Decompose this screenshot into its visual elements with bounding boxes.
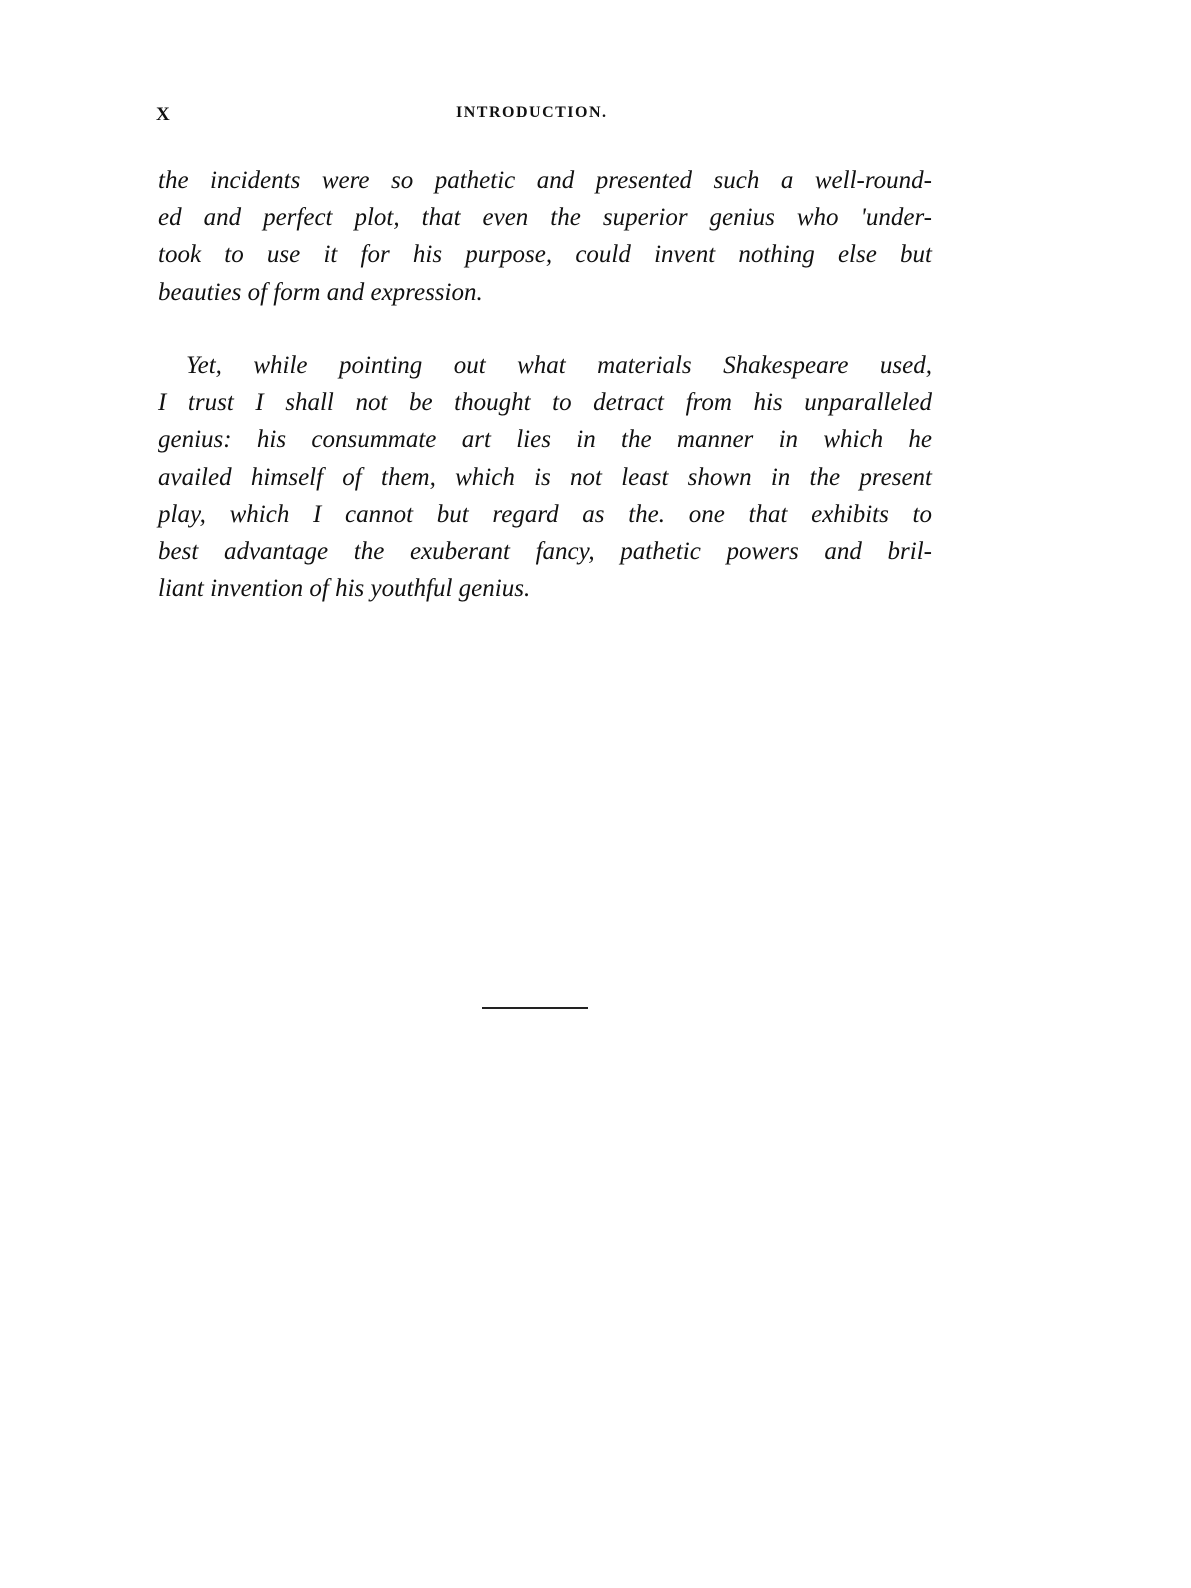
text-line: I trust I shall not be thought to detract from his unparalleled [158, 389, 932, 417]
text-line: beauties of form and expression. [158, 278, 483, 306]
section-divider [482, 1007, 588, 1009]
text-line: best advantage the exuberant fancy, pathetic powers and bril- [158, 537, 932, 565]
text-line: liant invention of his youthful genius. [158, 575, 531, 603]
text-line: availed himself of them, which is not least shown in the present [158, 463, 932, 491]
text-line: ed and perfect plot, that even the superior genius who 'under- [158, 204, 932, 232]
text-line: Yet, while pointing out what materials Shakespeare used, [186, 352, 932, 379]
text-line: the incidents were so pathetic and presented such a well-round- [158, 167, 932, 194]
text-line: took to use it for his purpose, could invent nothing else but [158, 241, 932, 269]
paragraph-1 [158, 162, 932, 311]
text-line: play, which I cannot but regard as the. one that exhibits to [158, 500, 932, 528]
text-line: genius: his consummate art lies in the manner in which he [158, 426, 932, 454]
running-title: INTRODUCTION. [456, 104, 608, 121]
running-head [0, 104, 1191, 130]
paragraph-2 [158, 347, 932, 607]
page-number: X [156, 104, 171, 125]
